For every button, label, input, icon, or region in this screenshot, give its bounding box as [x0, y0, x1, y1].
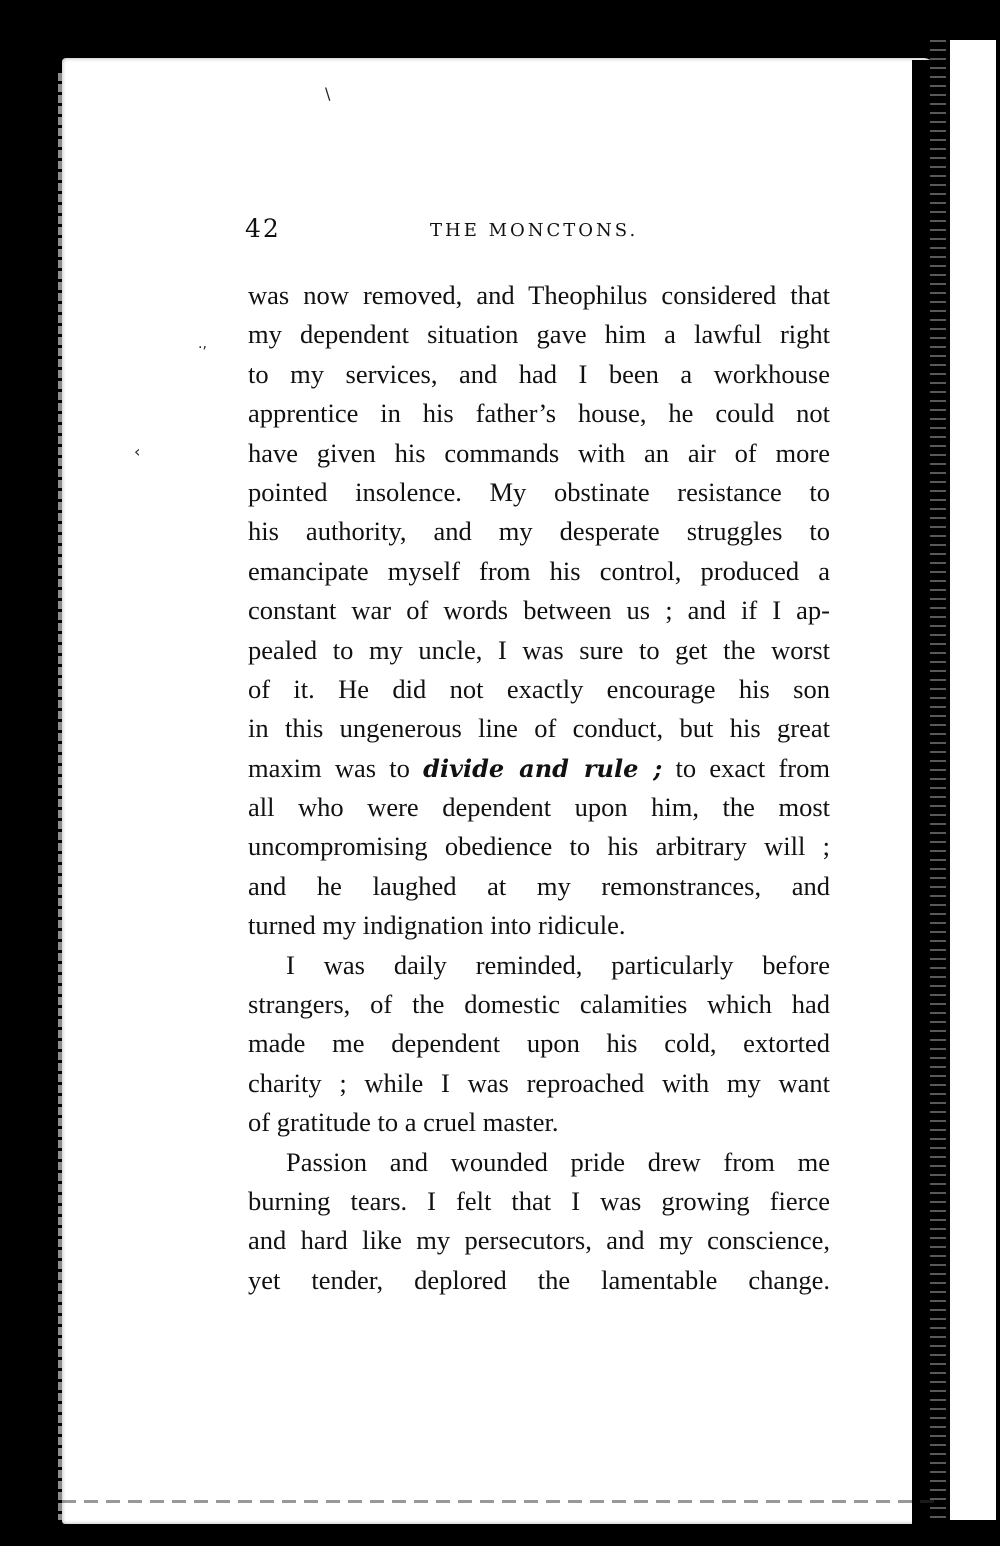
text-line: Passion and wounded pride drew from me	[286, 1146, 830, 1177]
text-line: of it. He did not exactly encourage his son	[248, 673, 830, 704]
running-head: THE MONCTONS.	[430, 220, 639, 241]
text-line: pealed to my uncle, I was sure to get the worst	[248, 634, 830, 665]
stray-mark: .,	[198, 336, 207, 352]
text-line: constant war of words between us ; and if I ap-	[248, 595, 830, 626]
page-header	[245, 212, 835, 252]
text-line: burning tears. I felt that I was growing fierce	[248, 1185, 830, 1216]
text-line: emancipate myself from his control, produced a	[248, 555, 830, 586]
text-line: uncompromising obedience to his arbitrary will ;	[248, 831, 830, 862]
text-line: pointed insolence. My obstinate resistance to	[248, 476, 830, 507]
text-line: I was daily reminded, particularly before	[286, 949, 830, 980]
text-line: in this ungenerous line of conduct, but his great	[248, 713, 830, 744]
text-line: of gratitude to a cruel master.	[248, 1107, 559, 1138]
text-line: his authority, and my desperate struggles to	[248, 516, 830, 547]
text-line: strangers, of the domestic calamities which had	[248, 989, 830, 1020]
text-line: maxim was to divide and rule ; to exact from	[248, 752, 830, 783]
stray-mark: ‹	[134, 442, 141, 461]
page-number: 42	[245, 214, 281, 243]
text-line: to my services, and had I been a workhouse	[248, 358, 830, 389]
text-line: yet tender, deplored the lamentable change.	[248, 1264, 830, 1295]
text-line: charity ; while I was reproached with my want	[248, 1067, 830, 1098]
binding-speckle	[930, 40, 946, 1520]
text-line: apprentice in his father’s house, he could not	[248, 398, 830, 429]
text-line: and hard like my persecutors, and my conscience,	[248, 1225, 830, 1256]
text-line: and he laughed at my remonstrances, and	[248, 870, 830, 901]
right-margin-band	[950, 40, 996, 1520]
emphasis: divide and rule ;	[423, 753, 663, 783]
bottom-edge-shadow	[62, 1500, 934, 1503]
stray-mark: \	[325, 84, 331, 103]
text-line: made me dependent upon his cold, extorted	[248, 1028, 830, 1059]
body-text	[248, 276, 830, 1300]
text-line: have given his commands with an air of more	[248, 437, 830, 468]
text-line: my dependent situation gave him a lawful right	[248, 319, 830, 350]
text-line: was now removed, and Theophilus considered that	[248, 280, 830, 310]
text-line: all who were dependent upon him, the most	[248, 792, 830, 823]
text-line: turned my indignation into ridicule.	[248, 910, 626, 941]
